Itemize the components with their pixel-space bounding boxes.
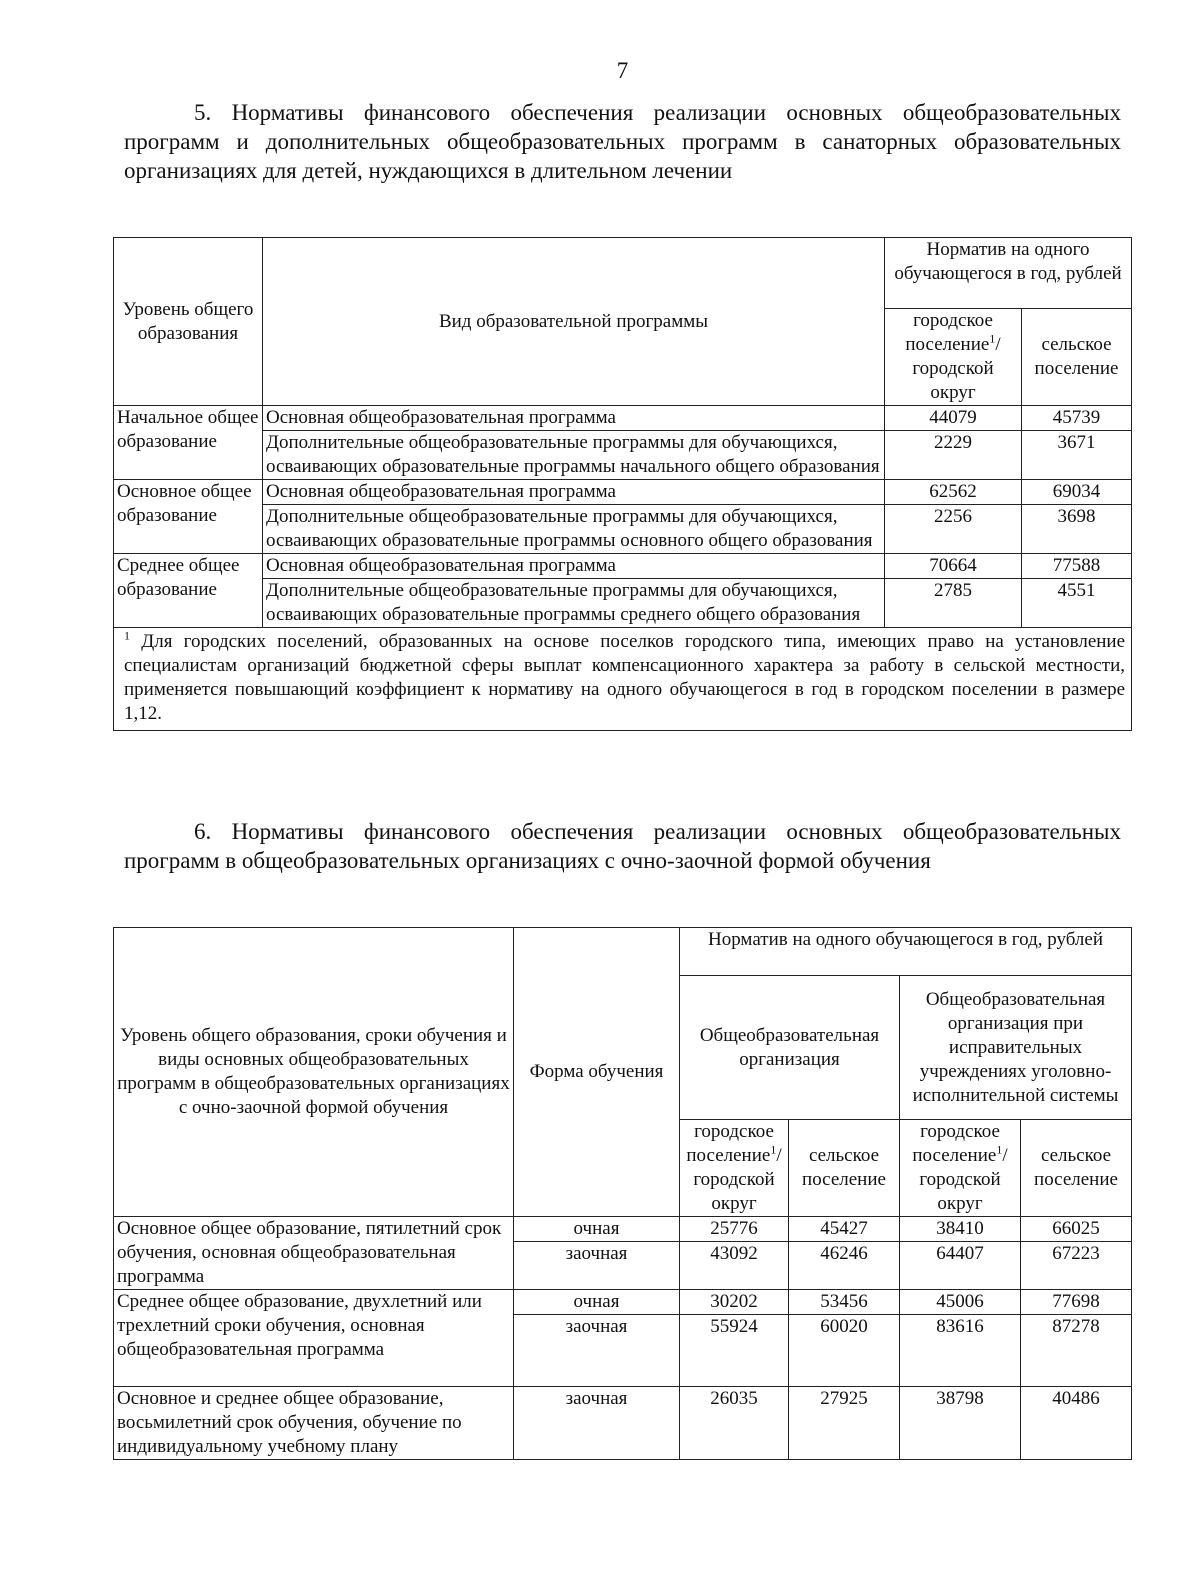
corr-rural-value: 67223 (1021, 1242, 1132, 1290)
org-urban-value: 55924 (680, 1315, 789, 1387)
urban-value: 2256 (885, 505, 1022, 554)
footnote-mark: 1 (989, 331, 996, 346)
urban-value: 2785 (885, 579, 1022, 628)
header-urban-suffix: / городской округ (912, 334, 1001, 403)
table-row (114, 1290, 1132, 1315)
header-org-correctional: Общеобразовательная организация при исправительных учреждениях уголовно-исполнительной системы (900, 976, 1132, 1120)
program-cell: Основная общеобразовательная программа (263, 554, 885, 579)
form-cell: заочная (514, 1315, 680, 1387)
form-cell: очная (514, 1290, 680, 1315)
table-row (114, 431, 1132, 480)
corr-rural-value: 40486 (1021, 1387, 1132, 1460)
footnote-row (114, 628, 1132, 731)
form-cell: заочная (514, 1387, 680, 1460)
program-cell: Основная общеобразовательная программа (263, 406, 885, 431)
page-number: 7 (616, 58, 629, 83)
level-cell: Среднее общее образование, двухлетний или трехлетний сроки обучения, основная общеобразовательная программа (114, 1290, 514, 1387)
form-cell: очная (514, 1217, 680, 1242)
rural-value: 3671 (1022, 431, 1132, 480)
section-5-heading (124, 98, 1121, 185)
org-urban-value: 43092 (680, 1242, 789, 1290)
corr-rural-value: 66025 (1021, 1217, 1132, 1242)
section-5-heading-text: 5. Нормативы финансового обеспечения реализации основных общеобразовательных программ и дополнительных общеобразовательных программ в санаторных образовательных организациях для детей, нуждающихся в длительном лечении (124, 100, 1121, 183)
footnote-mark: 1 (124, 628, 130, 643)
program-cell: Дополнительные общеобразовательные программы для обучающихся, осваивающих образовательные программы основного общего образования (263, 505, 885, 554)
org-urban-value: 25776 (680, 1217, 789, 1242)
header-form: Форма обучения (514, 928, 680, 1217)
table-row (114, 579, 1132, 628)
urban-value: 70664 (885, 554, 1022, 579)
footnote-text: Для городских поселений, образованных на основе поселков городского типа, имеющих право на установление специалистам организаций бюджетной сферы выплат компенсационного характера за работу в сельской местности, применяется повышающий коэффициент к нормативу на одного обучающегося в год в городском поселении в размере 1,12. (124, 631, 1126, 724)
rural-value: 69034 (1022, 480, 1132, 505)
header-normative: Норматив на одного обучающегося в год, рублей (680, 928, 1132, 976)
table-row (114, 554, 1132, 579)
corr-urban-value: 83616 (900, 1315, 1021, 1387)
urban-value: 2229 (885, 431, 1022, 480)
header-urban-suffix: / городской округ (919, 1145, 1008, 1214)
table-row (114, 480, 1132, 505)
header-level: Уровень общего образования, сроки обучения и виды основных общеобразовательных программ в общеобразовательных организациях с очно-заочной формой обучения (114, 928, 514, 1217)
corr-rural-value: 87278 (1021, 1315, 1132, 1387)
corr-urban-value: 38798 (900, 1387, 1021, 1460)
header-rural: сельское поселение (1021, 1120, 1132, 1217)
header-urban-text: городское поселение (912, 1121, 1000, 1166)
rural-value: 3698 (1022, 505, 1132, 554)
section-6-heading-text: 6. Нормативы финансового обеспечения реализации основных общеобразовательных программ в общеобразовательных организациях с очно-заочной формой обучения (124, 819, 1121, 873)
form-cell: заочная (514, 1242, 680, 1290)
header-urban-text: городское поселение (686, 1121, 774, 1166)
level-cell: Основное и среднее общее образование, восьмилетний срок обучения, обучение по индивидуальному учебному плану (114, 1387, 514, 1460)
table-row (114, 505, 1132, 554)
footnote-mark: 1 (996, 1142, 1003, 1157)
section-6-table (113, 927, 1132, 1460)
org-rural-value: 60020 (789, 1315, 900, 1387)
table-row (114, 406, 1132, 431)
header-level: Уровень общего образования (114, 238, 263, 406)
org-rural-value: 46246 (789, 1242, 900, 1290)
corr-urban-value: 64407 (900, 1242, 1021, 1290)
corr-urban-value: 45006 (900, 1290, 1021, 1315)
table-row (114, 1387, 1132, 1460)
header-urban (885, 309, 1022, 406)
header-org: Общеобразовательная организация (680, 976, 900, 1120)
level-cell: Начальное общее образование (114, 406, 263, 480)
header-urban-text: городское поселение (905, 310, 993, 355)
header-urban-suffix: / городской округ (693, 1145, 782, 1214)
rural-value: 77588 (1022, 554, 1132, 579)
header-normative: Норматив на одного обучающегося в год, рублей (885, 238, 1132, 309)
level-cell: Основное общее образование, пятилетний срок обучения, основная общеобразовательная программа (114, 1217, 514, 1290)
org-rural-value: 27925 (789, 1387, 900, 1460)
corr-rural-value: 77698 (1021, 1290, 1132, 1315)
header-urban (900, 1120, 1021, 1217)
org-rural-value: 53456 (789, 1290, 900, 1315)
footnote-cell (114, 628, 1132, 731)
header-rural: сельское поселение (789, 1120, 900, 1217)
footnote-mark: 1 (770, 1142, 777, 1157)
org-rural-value: 45427 (789, 1217, 900, 1242)
header-program-type: Вид образовательной программы (263, 238, 885, 406)
table-row (114, 1217, 1132, 1242)
level-cell: Основное общее образование (114, 480, 263, 554)
section-5-table (113, 237, 1132, 731)
program-cell: Дополнительные общеобразовательные программы для обучающихся, осваивающих образовательные программы среднего общего образования (263, 579, 885, 628)
corr-urban-value: 38410 (900, 1217, 1021, 1242)
header-urban (680, 1120, 789, 1217)
section-6-heading (124, 817, 1121, 875)
urban-value: 44079 (885, 406, 1022, 431)
org-urban-value: 30202 (680, 1290, 789, 1315)
level-cell: Среднее общее образование (114, 554, 263, 628)
urban-value: 62562 (885, 480, 1022, 505)
rural-value: 45739 (1022, 406, 1132, 431)
org-urban-value: 26035 (680, 1387, 789, 1460)
rural-value: 4551 (1022, 579, 1132, 628)
program-cell: Дополнительные общеобразовательные программы для обучающихся, осваивающих образовательные программы начального общего образования (263, 431, 885, 480)
program-cell: Основная общеобразовательная программа (263, 480, 885, 505)
header-rural: сельское поселение (1022, 309, 1132, 406)
